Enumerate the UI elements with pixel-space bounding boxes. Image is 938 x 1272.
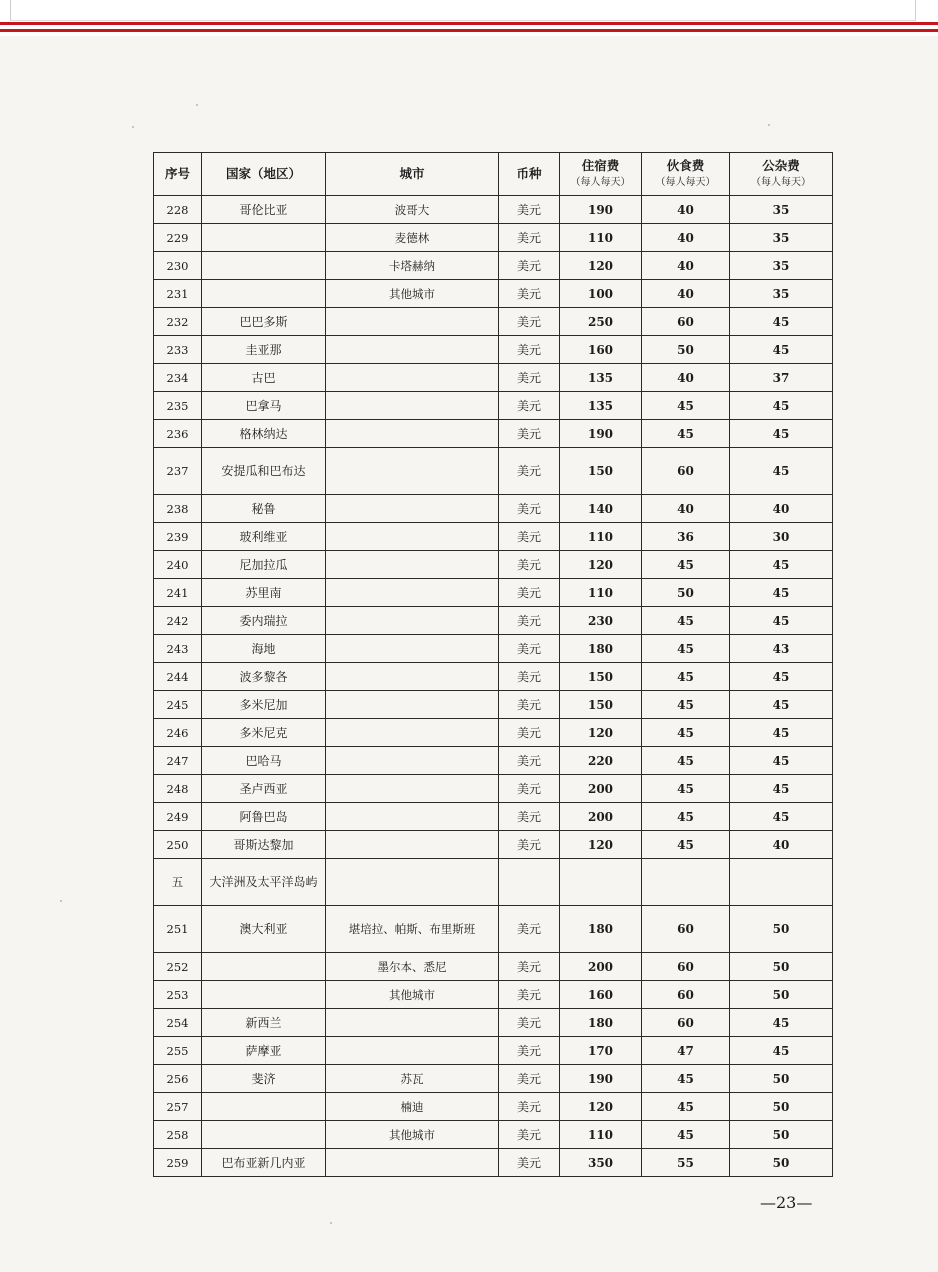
food-cell: 60 (642, 906, 730, 953)
country-cell: 委内瑞拉 (202, 607, 326, 635)
currency-cell: 美元 (499, 551, 560, 579)
country-cell: 格林纳达 (202, 420, 326, 448)
table-row (154, 196, 833, 224)
misc-cell: 37 (730, 364, 833, 392)
country-cell (202, 280, 326, 308)
table-row (154, 392, 833, 420)
city-cell (326, 579, 499, 607)
country-cell (202, 981, 326, 1009)
city-cell: 麦德林 (326, 224, 499, 252)
table-row (154, 280, 833, 308)
lodging-cell: 120 (560, 252, 642, 280)
table-row (154, 1093, 833, 1121)
misc-cell (730, 859, 833, 906)
lodging-cell: 180 (560, 635, 642, 663)
city-cell (326, 691, 499, 719)
lodging-cell: 190 (560, 1065, 642, 1093)
food-cell: 45 (642, 775, 730, 803)
city-cell (326, 775, 499, 803)
country-cell: 巴巴多斯 (202, 308, 326, 336)
city-cell (326, 336, 499, 364)
row-index: 236 (154, 420, 202, 448)
misc-cell: 45 (730, 308, 833, 336)
city-cell (326, 719, 499, 747)
country-cell: 圣卢西亚 (202, 775, 326, 803)
currency-cell: 美元 (499, 224, 560, 252)
food-cell: 60 (642, 448, 730, 495)
food-cell: 40 (642, 224, 730, 252)
misc-cell: 50 (730, 953, 833, 981)
scan-speck (60, 900, 62, 902)
table-row (154, 803, 833, 831)
city-cell (326, 635, 499, 663)
lodging-cell: 170 (560, 1037, 642, 1065)
misc-cell: 50 (730, 1065, 833, 1093)
misc-cell: 45 (730, 420, 833, 448)
city-cell: 苏瓦 (326, 1065, 499, 1093)
table-row (154, 981, 833, 1009)
misc-cell: 50 (730, 981, 833, 1009)
city-cell (326, 392, 499, 420)
lodging-cell: 150 (560, 663, 642, 691)
lodging-cell: 180 (560, 906, 642, 953)
country-cell: 萨摩亚 (202, 1037, 326, 1065)
currency-cell: 美元 (499, 663, 560, 691)
lodging-cell: 135 (560, 364, 642, 392)
currency-cell: 美元 (499, 308, 560, 336)
city-cell (326, 448, 499, 495)
country-cell: 波多黎各 (202, 663, 326, 691)
row-index: 245 (154, 691, 202, 719)
city-cell: 其他城市 (326, 981, 499, 1009)
food-cell: 50 (642, 579, 730, 607)
misc-cell: 45 (730, 775, 833, 803)
city-cell (326, 420, 499, 448)
currency-cell: 美元 (499, 719, 560, 747)
col-header-misc (730, 153, 833, 196)
lodging-title: 住宿费 (581, 157, 620, 173)
city-cell: 堪培拉、帕斯、布里斯班 (326, 906, 499, 953)
lodging-cell: 120 (560, 831, 642, 859)
country-cell: 海地 (202, 635, 326, 663)
table-row (154, 523, 833, 551)
currency-cell: 美元 (499, 196, 560, 224)
misc-cell: 35 (730, 196, 833, 224)
lodging-cell: 120 (560, 551, 642, 579)
country-cell: 秘鲁 (202, 495, 326, 523)
currency-cell: 美元 (499, 448, 560, 495)
lodging-cell: 250 (560, 308, 642, 336)
city-cell: 卡塔赫纳 (326, 252, 499, 280)
country-cell (202, 1093, 326, 1121)
city-cell (326, 364, 499, 392)
row-index: 250 (154, 831, 202, 859)
country-cell: 大洋洲及太平洋岛屿 (202, 859, 326, 906)
lodging-cell: 110 (560, 224, 642, 252)
row-index: 240 (154, 551, 202, 579)
header-red-rule-bottom (0, 29, 938, 32)
city-cell (326, 1037, 499, 1065)
currency-cell: 美元 (499, 635, 560, 663)
food-title: 伙食费 (666, 157, 705, 173)
food-cell: 45 (642, 1065, 730, 1093)
row-index: 255 (154, 1037, 202, 1065)
currency-cell: 美元 (499, 579, 560, 607)
country-cell: 新西兰 (202, 1009, 326, 1037)
city-cell (326, 663, 499, 691)
lodging-cell: 160 (560, 981, 642, 1009)
row-index: 248 (154, 775, 202, 803)
misc-cell: 45 (730, 336, 833, 364)
food-cell: 45 (642, 719, 730, 747)
country-cell (202, 953, 326, 981)
misc-cell: 45 (730, 747, 833, 775)
misc-cell: 35 (730, 224, 833, 252)
currency-cell: 美元 (499, 1093, 560, 1121)
row-index: 239 (154, 523, 202, 551)
misc-cell: 45 (730, 448, 833, 495)
food-cell (642, 859, 730, 906)
row-index: 253 (154, 981, 202, 1009)
table-row (154, 691, 833, 719)
table-row (154, 719, 833, 747)
food-cell: 40 (642, 495, 730, 523)
lodging-cell: 200 (560, 953, 642, 981)
currency-cell: 美元 (499, 336, 560, 364)
table-row (154, 420, 833, 448)
misc-cell: 30 (730, 523, 833, 551)
row-index: 238 (154, 495, 202, 523)
country-cell: 多米尼克 (202, 719, 326, 747)
fee-standard-table (153, 152, 833, 1177)
row-index: 243 (154, 635, 202, 663)
table-row (154, 308, 833, 336)
row-index: 249 (154, 803, 202, 831)
city-cell: 墨尔本、悉尼 (326, 953, 499, 981)
currency-cell: 美元 (499, 1037, 560, 1065)
city-cell (326, 831, 499, 859)
table-row (154, 224, 833, 252)
currency-cell: 美元 (499, 523, 560, 551)
country-cell (202, 1121, 326, 1149)
col-header-idx: 序号 (154, 153, 202, 196)
food-cell: 45 (642, 551, 730, 579)
lodging-cell: 190 (560, 420, 642, 448)
country-cell: 巴拿马 (202, 392, 326, 420)
row-index: 229 (154, 224, 202, 252)
misc-cell: 35 (730, 280, 833, 308)
table-row (154, 831, 833, 859)
row-index: 242 (154, 607, 202, 635)
lodging-cell: 110 (560, 523, 642, 551)
table-header-row (154, 153, 833, 196)
country-cell: 阿鲁巴岛 (202, 803, 326, 831)
scan-speck (330, 1222, 332, 1224)
table-row (154, 775, 833, 803)
country-cell: 古巴 (202, 364, 326, 392)
lodging-cell: 180 (560, 1009, 642, 1037)
currency-cell: 美元 (499, 1121, 560, 1149)
row-index: 259 (154, 1149, 202, 1177)
scan-speck (768, 124, 770, 126)
table-row (154, 579, 833, 607)
currency-cell: 美元 (499, 906, 560, 953)
col-header-city: 城市 (326, 153, 499, 196)
misc-cell: 43 (730, 635, 833, 663)
scan-speck (132, 126, 134, 128)
row-index: 246 (154, 719, 202, 747)
city-cell (326, 308, 499, 336)
country-cell: 多米尼加 (202, 691, 326, 719)
city-cell (326, 1149, 499, 1177)
table-row (154, 953, 833, 981)
currency-cell: 美元 (499, 420, 560, 448)
food-cell: 45 (642, 803, 730, 831)
country-cell: 玻利维亚 (202, 523, 326, 551)
currency-cell: 美元 (499, 1009, 560, 1037)
row-index: 257 (154, 1093, 202, 1121)
food-cell: 45 (642, 1093, 730, 1121)
country-cell: 安提瓜和巴布达 (202, 448, 326, 495)
lodging-subtitle: （每人每天） (570, 176, 631, 188)
country-cell: 巴哈马 (202, 747, 326, 775)
food-cell: 45 (642, 392, 730, 420)
row-index: 233 (154, 336, 202, 364)
food-cell: 47 (642, 1037, 730, 1065)
misc-title: 公杂费 (762, 157, 800, 173)
lodging-cell: 160 (560, 336, 642, 364)
city-cell: 其他城市 (326, 280, 499, 308)
table-row (154, 336, 833, 364)
city-cell (326, 859, 499, 906)
row-index: 228 (154, 196, 202, 224)
food-cell: 40 (642, 364, 730, 392)
lodging-cell: 230 (560, 607, 642, 635)
row-index: 256 (154, 1065, 202, 1093)
table-row (154, 906, 833, 953)
row-index: 247 (154, 747, 202, 775)
row-index: 235 (154, 392, 202, 420)
row-index: 234 (154, 364, 202, 392)
lodging-cell: 190 (560, 196, 642, 224)
currency-cell: 美元 (499, 280, 560, 308)
row-index: 241 (154, 579, 202, 607)
currency-cell: 美元 (499, 495, 560, 523)
currency-cell (499, 859, 560, 906)
col-header-country: 国家（地区） (202, 153, 326, 196)
city-cell (326, 747, 499, 775)
row-index: 252 (154, 953, 202, 981)
city-cell (326, 551, 499, 579)
lodging-cell: 200 (560, 775, 642, 803)
row-index: 251 (154, 906, 202, 953)
country-cell: 澳大利亚 (202, 906, 326, 953)
food-cell: 45 (642, 1121, 730, 1149)
row-index: 254 (154, 1009, 202, 1037)
misc-subtitle: （每人每天） (751, 176, 811, 188)
row-index: 230 (154, 252, 202, 280)
country-cell: 尼加拉瓜 (202, 551, 326, 579)
table-row (154, 1065, 833, 1093)
city-cell (326, 803, 499, 831)
food-cell: 55 (642, 1149, 730, 1177)
food-cell: 60 (642, 1009, 730, 1037)
lodging-cell: 150 (560, 691, 642, 719)
misc-cell: 50 (730, 906, 833, 953)
lodging-cell: 110 (560, 579, 642, 607)
col-header-currency: 币种 (499, 153, 560, 196)
food-cell: 60 (642, 308, 730, 336)
lodging-cell: 120 (560, 719, 642, 747)
lodging-cell: 110 (560, 1121, 642, 1149)
country-cell: 巴布亚新几内亚 (202, 1149, 326, 1177)
header-frame (10, 0, 916, 21)
currency-cell: 美元 (499, 691, 560, 719)
table-row (154, 859, 833, 906)
lodging-cell: 150 (560, 448, 642, 495)
page-number: —23— (760, 1193, 813, 1212)
city-cell: 其他城市 (326, 1121, 499, 1149)
table-row (154, 607, 833, 635)
city-cell (326, 523, 499, 551)
row-index: 232 (154, 308, 202, 336)
misc-cell: 45 (730, 607, 833, 635)
lodging-cell: 100 (560, 280, 642, 308)
document-header-band (0, 0, 938, 36)
food-cell: 50 (642, 336, 730, 364)
misc-cell: 50 (730, 1093, 833, 1121)
scan-speck (196, 104, 198, 106)
misc-cell: 45 (730, 1037, 833, 1065)
food-cell: 45 (642, 607, 730, 635)
country-cell: 哥斯达黎加 (202, 831, 326, 859)
table-row (154, 252, 833, 280)
food-cell: 45 (642, 691, 730, 719)
currency-cell: 美元 (499, 981, 560, 1009)
food-cell: 45 (642, 663, 730, 691)
table-row (154, 495, 833, 523)
city-cell (326, 607, 499, 635)
currency-cell: 美元 (499, 803, 560, 831)
misc-cell: 45 (730, 551, 833, 579)
misc-cell: 50 (730, 1149, 833, 1177)
col-header-lodging (560, 153, 642, 196)
misc-cell: 45 (730, 392, 833, 420)
currency-cell: 美元 (499, 364, 560, 392)
country-cell: 圭亚那 (202, 336, 326, 364)
misc-cell: 45 (730, 691, 833, 719)
misc-cell: 40 (730, 495, 833, 523)
currency-cell: 美元 (499, 831, 560, 859)
currency-cell: 美元 (499, 1065, 560, 1093)
food-cell: 40 (642, 252, 730, 280)
country-cell: 斐济 (202, 1065, 326, 1093)
table-row (154, 663, 833, 691)
city-cell (326, 495, 499, 523)
lodging-cell: 350 (560, 1149, 642, 1177)
currency-cell: 美元 (499, 747, 560, 775)
food-cell: 45 (642, 420, 730, 448)
row-index: 237 (154, 448, 202, 495)
table-row (154, 364, 833, 392)
misc-cell: 45 (730, 803, 833, 831)
food-cell: 40 (642, 196, 730, 224)
row-index: 258 (154, 1121, 202, 1149)
table-row (154, 1009, 833, 1037)
lodging-cell (560, 859, 642, 906)
food-cell: 60 (642, 981, 730, 1009)
food-cell: 45 (642, 747, 730, 775)
lodging-cell: 120 (560, 1093, 642, 1121)
table-row (154, 747, 833, 775)
row-index: 五 (154, 859, 202, 906)
misc-cell: 35 (730, 252, 833, 280)
row-index: 231 (154, 280, 202, 308)
table-body (154, 196, 833, 1177)
currency-cell: 美元 (499, 252, 560, 280)
misc-cell: 45 (730, 663, 833, 691)
misc-cell: 45 (730, 719, 833, 747)
lodging-cell: 200 (560, 803, 642, 831)
lodging-cell: 140 (560, 495, 642, 523)
lodging-cell: 135 (560, 392, 642, 420)
currency-cell: 美元 (499, 953, 560, 981)
food-subtitle: （每人每天） (655, 176, 716, 188)
row-index: 244 (154, 663, 202, 691)
table-row (154, 1149, 833, 1177)
table-row (154, 448, 833, 495)
city-cell: 波哥大 (326, 196, 499, 224)
city-cell (326, 1009, 499, 1037)
header-red-rule-top (0, 22, 938, 25)
food-cell: 45 (642, 831, 730, 859)
table-row (154, 1037, 833, 1065)
misc-cell: 45 (730, 1009, 833, 1037)
misc-cell: 45 (730, 579, 833, 607)
country-cell: 苏里南 (202, 579, 326, 607)
currency-cell: 美元 (499, 1149, 560, 1177)
food-cell: 45 (642, 635, 730, 663)
country-cell: 哥伦比亚 (202, 196, 326, 224)
food-cell: 36 (642, 523, 730, 551)
food-cell: 40 (642, 280, 730, 308)
food-cell: 60 (642, 953, 730, 981)
table-row (154, 551, 833, 579)
currency-cell: 美元 (499, 392, 560, 420)
currency-cell: 美元 (499, 607, 560, 635)
table-row (154, 635, 833, 663)
misc-cell: 40 (730, 831, 833, 859)
city-cell: 楠迪 (326, 1093, 499, 1121)
currency-cell: 美元 (499, 775, 560, 803)
country-cell (202, 224, 326, 252)
country-cell (202, 252, 326, 280)
misc-cell: 50 (730, 1121, 833, 1149)
col-header-food (642, 153, 730, 196)
table-row (154, 1121, 833, 1149)
lodging-cell: 220 (560, 747, 642, 775)
